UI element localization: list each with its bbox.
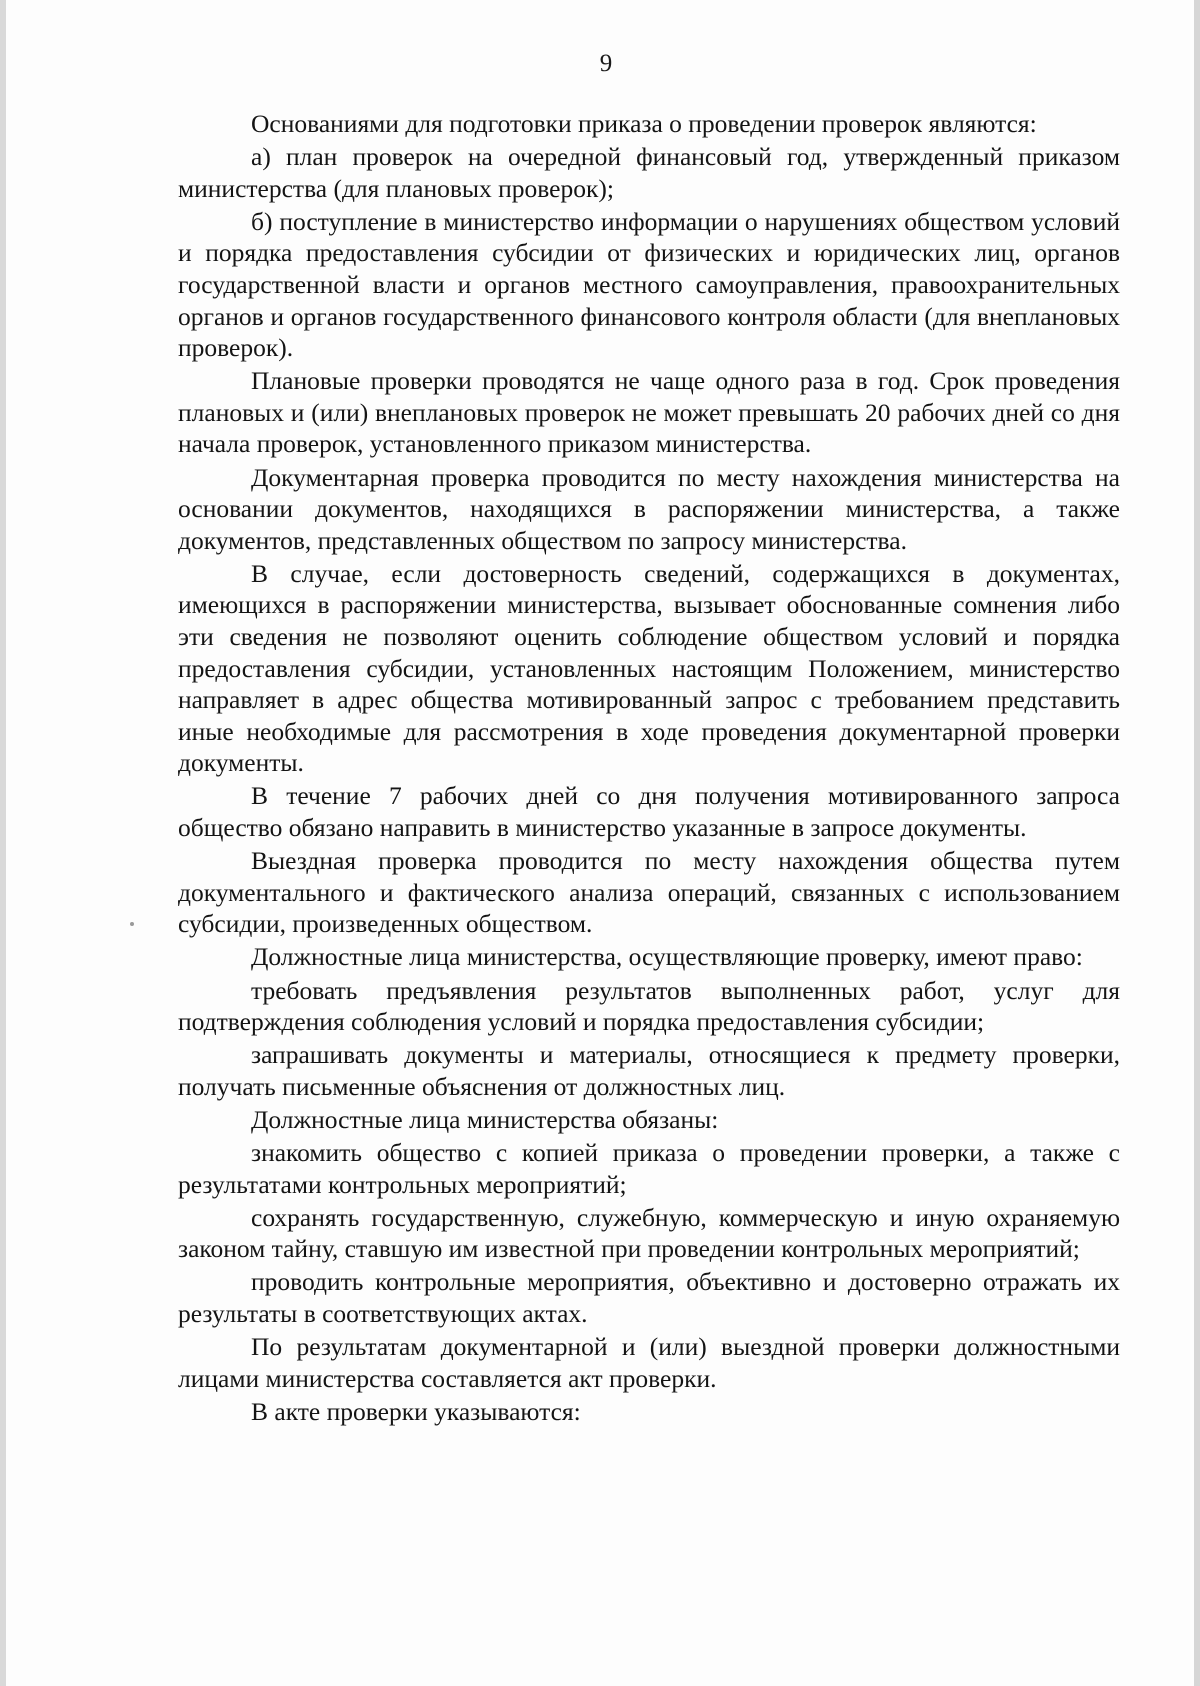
paragraph: В течение 7 рабочих дней со дня получения мотивированного запроса общество обязано направить в министерство указанные в запросе документы. bbox=[178, 781, 1120, 843]
paragraph: В акте проверки указываются: bbox=[251, 1396, 581, 1426]
paragraph: проводить контрольные мероприятия, объективно и достоверно отражать их результаты в соответствующих актах. bbox=[178, 1267, 1120, 1328]
document-body bbox=[178, 108, 1120, 1429]
page-number: 9 bbox=[599, 50, 613, 77]
paragraph: Основаниями для подготовки приказа о проведении проверок являются: bbox=[251, 109, 1037, 138]
paragraph: б) поступление в министерство информации о нарушениях обществом условий и порядка предоставления субсидии от физических и юридических лиц, органов государственной власти и органов местного самоуправления, правоохранительных органов и органов государственного финансового контроля области (для внеплановых проверок). bbox=[178, 206, 1120, 363]
paragraph: сохранять государственную, служебную, коммерческую и иную охраняемую законом тайну, ставшую им известной при проведении контрольных мероприятий; bbox=[178, 1202, 1120, 1264]
paragraph: Выездная проверка проводится по месту нахождения общества путем документального и фактического анализа операций, связанных с использованием субсидии, произведенных обществом. bbox=[178, 846, 1120, 939]
paragraph: По результатам документарной и (или) выездной проверки должностными лицами министерства составляется акт проверки. bbox=[178, 1332, 1120, 1393]
paragraph: требовать предъявления результатов выполненных работ, услуг для подтверждения соблюдения условий и порядка предоставления субсидии; bbox=[178, 975, 1120, 1037]
paragraph: запрашивать документы и материалы, относящиеся к предмету проверки, получать письменные объяснения от должностных лиц. bbox=[178, 1040, 1120, 1101]
paragraph: Документарная проверка проводится по месту нахождения министерства на основании документов, находящихся в распоряжении министерства, а также документов, представленных обществом по запросу министерства. bbox=[178, 462, 1120, 555]
paragraph: Плановые проверки проводятся не чаще одного раза в год. Срок проведения плановых и (или) внеплановых проверок не может превышать 20 рабочих дней со дня начала проверок, установленного приказом министерства. bbox=[178, 366, 1120, 459]
scan-speck bbox=[130, 922, 134, 926]
paragraph: Должностные лица министерства обязаны: bbox=[251, 1104, 719, 1134]
paragraph: Должностные лица министерства, осуществляющие проверку, имеют право: bbox=[251, 942, 1083, 972]
paragraph: знакомить общество с копией приказа о проведении проверки, а также с результатами контрольных мероприятий; bbox=[178, 1138, 1120, 1199]
paragraph: В случае, если достоверность сведений, содержащихся в документах, имеющихся в распоряжении министерства, вызывает обоснованные сомнения либо эти сведения не позволяют оценить соблюдение обществом условий и порядка предоставления субсидии, установленных настоящим Положением, министерство направляет в адрес общества мотивированный запрос с требованием представить иные необходимые для рассмотрения в ходе проведения документарной проверки документы. bbox=[178, 558, 1120, 778]
paragraph: а) план проверок на очередной финансовый год, утвержденный приказом министерства (для плановых проверок); bbox=[178, 142, 1120, 203]
